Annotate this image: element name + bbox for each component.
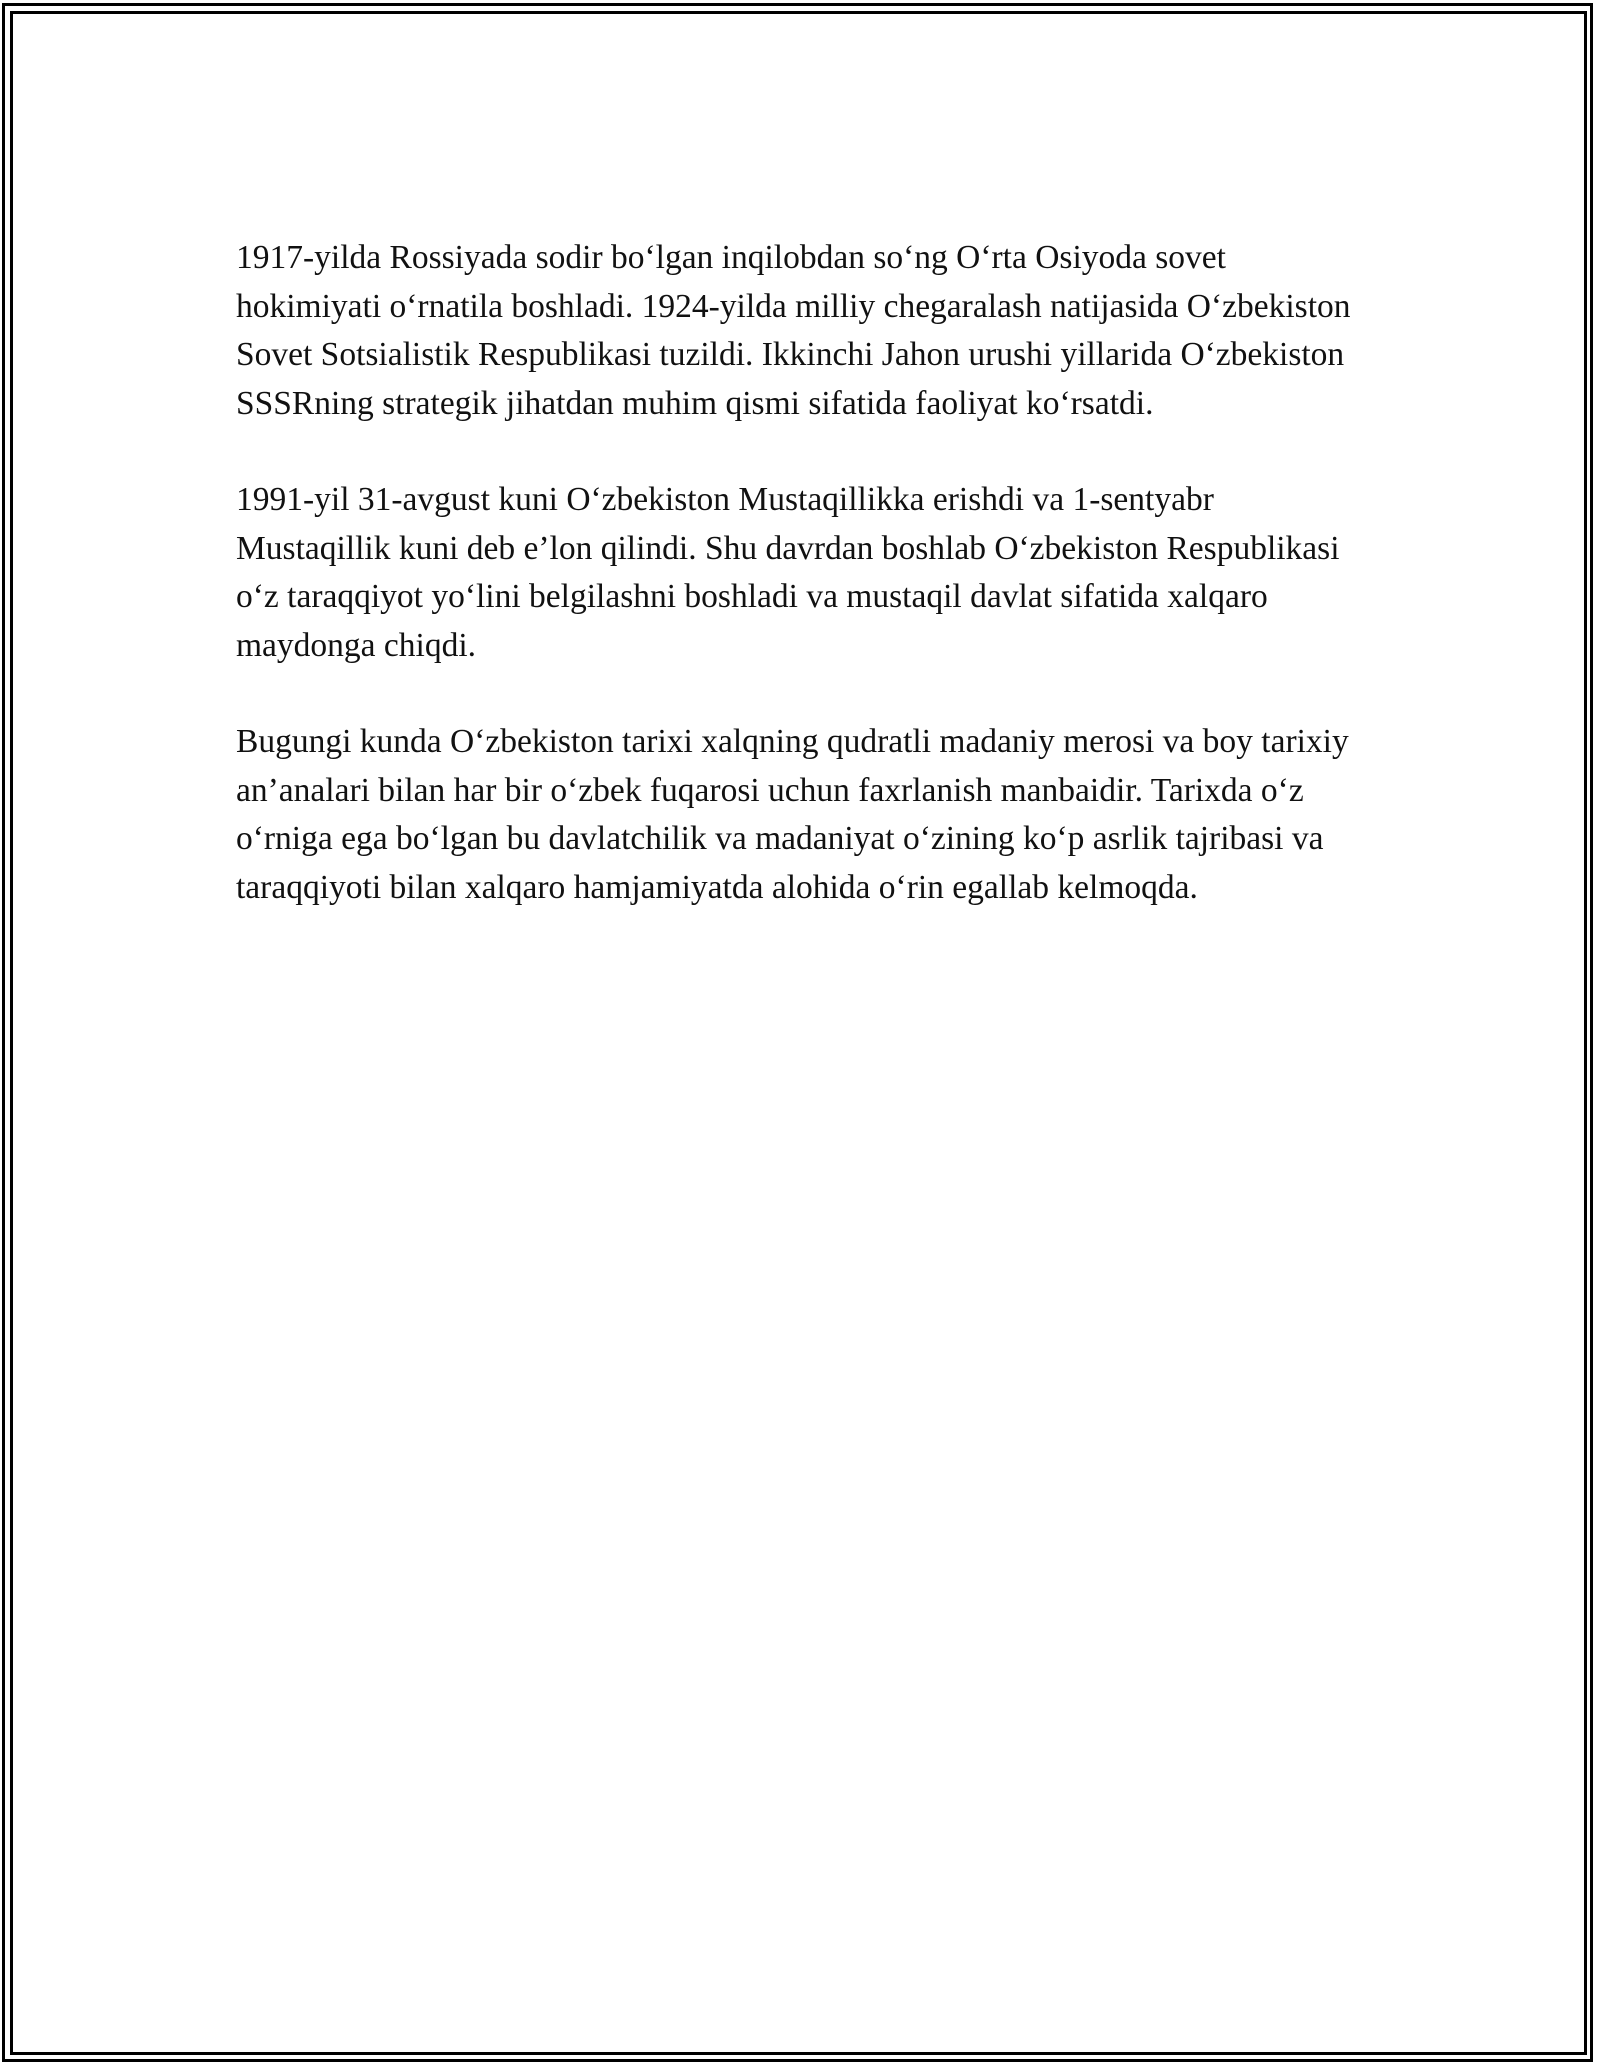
document-body [236, 234, 1366, 960]
paragraph-1: 1917-yilda Rossiyada sodir bo‘lgan inqilobdan so‘ng O‘rta Osiyoda sovet hokimiyati o‘rnatila boshladi. 1924-yilda milliy chegaralash natijasida O‘zbekiston Sovet Sotsialistik Respublikasi tuzildi. Ikkinchi Jahon urushi yillarida O‘zbekiston SSSRning strategik jihatdan muhim qismi sifatida faoliyat ko‘rsatdi. [236, 239, 1351, 422]
paragraph-2: 1991-yil 31-avgust kuni O‘zbekiston Mustaqillikka erishdi va 1-sentyabr Mustaqillik kuni deb e’lon qilindi. Shu davrdan boshlab O‘zbekiston Respublikasi o‘z taraqqiyot yo‘lini belgilashni boshladi va mustaqil davlat sifatida xalqaro maydonga chiqdi. [236, 481, 1340, 664]
paragraph-3: Bugungi kunda O‘zbekiston tarixi xalqning qudratli madaniy merosi va boy tarixiy an’analari bilan har bir o‘zbek fuqarosi uchun faxrlanish manbaidir. Tarixda o‘z o‘rniga ega bo‘lgan bu davlatchilik va madaniyat o‘zining ko‘p asrlik tajribasi va taraqqiyoti bilan xalqaro hamjamiyatda alohida o‘rin egallab kelmoqda. [236, 723, 1349, 906]
